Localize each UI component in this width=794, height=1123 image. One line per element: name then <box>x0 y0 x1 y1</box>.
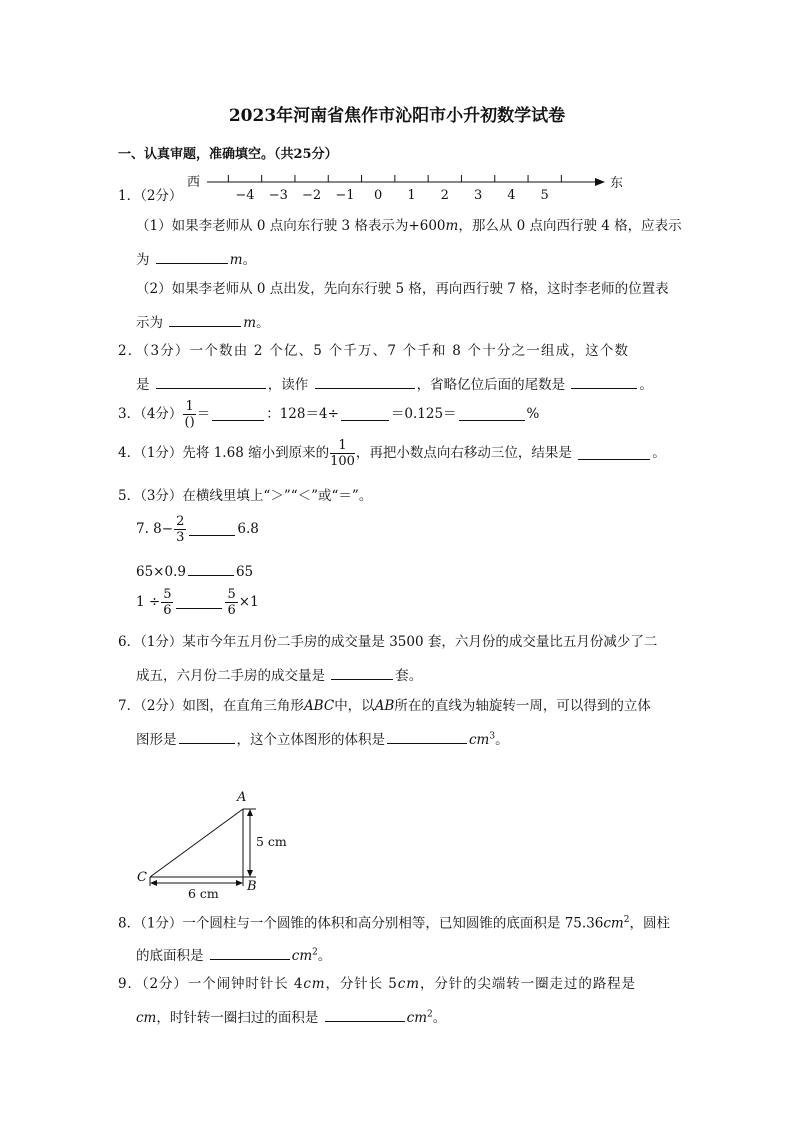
vertex-c-label: C <box>137 870 147 885</box>
section-heading: 一、认真审题，准确填空。（共25分） <box>118 147 338 162</box>
question-1-part1: （1）如果李老师从 0 点向东行驶 3 格表示为+600m，那么从 0 点向西行驶 4 格，应表示 <box>136 218 682 234</box>
question-1-part1-answer: 为 m。 <box>136 252 257 268</box>
fraction: $\frac{1}{100}$ <box>330 438 355 469</box>
vertex-a-label: A <box>237 790 247 805</box>
question-2-answer: 是 ，读作 ，省略亿位后面的尾数是 。 <box>136 377 653 393</box>
answer-blank[interactable] <box>571 376 637 389</box>
number-line-label: −4 <box>235 188 255 203</box>
answer-blank[interactable] <box>315 376 415 389</box>
base-label: 6 cm <box>188 886 219 901</box>
page-title: 2023年河南省焦作市沁阳市小升初数学试卷 <box>228 106 566 126</box>
fraction: $\frac{1}{()}$ <box>184 399 195 430</box>
answer-blank[interactable] <box>156 251 228 264</box>
question-5-row-1: 7. 8− $\frac{2}{3}$ 6.8 <box>136 514 259 545</box>
number-line-label: 4 <box>507 188 516 203</box>
question-7: 7．（2分）如图，在直角三角形ABC中，以AB所在的直线为轴旋转一周，可以得到的立体 <box>118 698 651 714</box>
question-5-row-3: 1 ÷ $\frac{5}{6}$ $\frac{5}{6}$ ×1 <box>136 587 259 618</box>
answer-blank[interactable] <box>459 408 525 421</box>
hypotenuse-ca <box>150 809 243 877</box>
answer-blank[interactable] <box>325 1009 405 1022</box>
question-5: 5．（3分）在横线里填上“＞”“＜”或“＝”。 <box>118 488 373 504</box>
question-5-row-2: 65×0.9 65 <box>136 564 254 580</box>
number-line-label: 0 <box>374 188 383 203</box>
fraction: $\frac{5}{6}$ <box>163 587 172 618</box>
arrow-right-icon <box>595 178 605 186</box>
arrow-down-icon <box>247 870 253 877</box>
question-9: 9．（2分）一个闹钟时针长 4cm，分针长 5cm，分针的尖端转一圈走过的路程是 <box>118 976 636 992</box>
right-triangle-figure <box>130 785 300 903</box>
question-2: 2．（3分）一个数由 2 个亿、5 个千万、7 个千和 8 个十分之一组成，这个数 <box>118 343 630 359</box>
question-6-answer: 成五，六月份二手房的成交量是 套。 <box>136 668 423 684</box>
question-3: 3．（4分） $\frac{1}{()}$ ＝ ：128＝4÷ ＝0.125＝ % <box>118 399 540 430</box>
number-line <box>185 168 635 208</box>
number-line-label: 5 <box>540 188 549 203</box>
answer-blank[interactable] <box>212 408 264 421</box>
arrow-right-icon <box>236 880 243 886</box>
question-1-part2: （2）如果李老师从 0 点出发，先向东行驶 5 格，再向西行驶 7 格，这时李老师的位置表 <box>136 281 669 297</box>
answer-blank[interactable] <box>578 447 650 460</box>
question-9-answer: cm，时针转一圈扫过的面积是 $cm^2$。 <box>136 1009 447 1026</box>
answer-blank[interactable] <box>331 667 393 680</box>
answer-blank[interactable] <box>341 408 389 421</box>
number-line-label: −1 <box>335 188 355 203</box>
west-label: 西 <box>187 175 201 190</box>
answer-blank[interactable] <box>387 731 467 744</box>
number-line-label: 3 <box>473 188 483 203</box>
question-8: 8．（1分）一个圆柱与一个圆锥的体积和高分别相等，已知圆锥的底面积是 $75.36cm^2$，圆柱 <box>118 915 670 932</box>
answer-blank[interactable] <box>188 563 234 576</box>
question-4: 4．（1分）先将 1.68 缩小到原来的 $\frac{1}{100}$ ，再把小数点向右移动三位，结果是 。 <box>118 438 666 469</box>
answer-blank[interactable] <box>179 731 235 744</box>
number-line-label: 1 <box>407 188 416 203</box>
number-line-label: −3 <box>268 188 288 203</box>
height-label: 5 cm <box>256 834 287 849</box>
question-1-part2-answer: 示为 m。 <box>136 315 270 331</box>
number-line-label: −2 <box>302 188 322 203</box>
answer-blank[interactable] <box>176 596 222 609</box>
question-1-head: 1．（2分） <box>118 188 183 204</box>
answer-blank[interactable] <box>169 314 241 327</box>
east-label: 东 <box>610 176 624 191</box>
question-8-answer: 的底面积是 $cm^2$。 <box>136 947 332 964</box>
fraction: $\frac{5}{6}$ <box>227 587 236 618</box>
vertex-b-label: B <box>247 879 257 894</box>
answer-blank[interactable] <box>210 947 290 960</box>
answer-blank[interactable] <box>189 523 235 536</box>
question-6: 6．（1分）某市今年五月份二手房的成交量是 3500 套，六月份的成交量比五月份减少了二 <box>118 634 658 650</box>
arrow-up-icon <box>247 809 253 816</box>
fraction: $\frac{2}{3}$ <box>176 514 185 545</box>
number-line-label: 2 <box>440 188 449 203</box>
question-7-answer: 图形是 ，这个立体图形的体积是 $cm^3$。 <box>136 731 509 748</box>
arrow-left-icon <box>150 880 157 886</box>
answer-blank[interactable] <box>156 376 266 389</box>
